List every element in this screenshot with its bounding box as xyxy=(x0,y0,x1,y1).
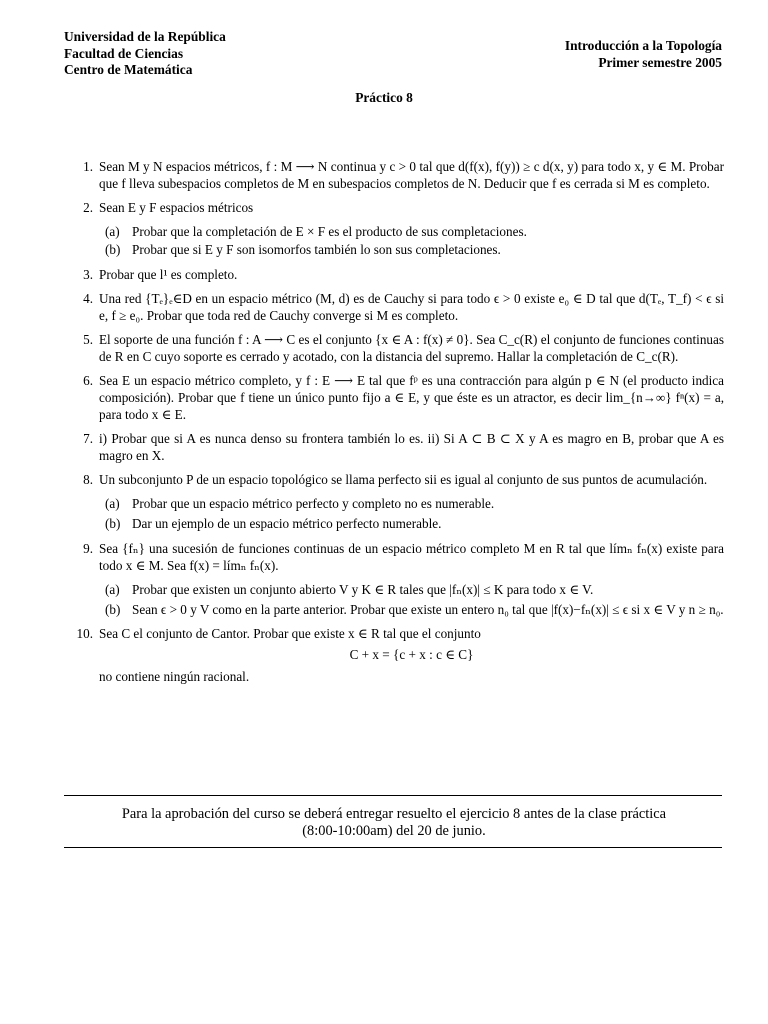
exercise-number: 2. xyxy=(83,200,93,215)
exercise-text: Un subconjunto P de un espacio topológico se llama perfecto sii es igual al conjunto de sus puntos de acumulación. xyxy=(99,472,708,487)
exercise-text: El soporte de una función f : A ⟶ C es el conjunto {x ∈ A : f(x) ≠ 0}. Sea C_c(R) el conjunto de funciones continuas de R en C cuyo soporte es cerrado y acotado, con la distancia del supremo. Hallar la completación de C_c(R). xyxy=(99,332,724,364)
subitem-text: Probar que un espacio métrico perfecto y completo no es numerable. xyxy=(132,496,495,511)
exercise-10 xyxy=(64,625,724,685)
subitem-list xyxy=(99,495,724,532)
exercise-text: Sean E y F espacios métricos xyxy=(99,200,254,215)
subitem xyxy=(99,581,724,598)
exercise-6 xyxy=(64,372,724,423)
course-header xyxy=(565,38,722,71)
course-name: Introducción a la Topología xyxy=(564,38,722,53)
exercise-8 xyxy=(64,471,724,532)
exercise-text: i) Probar que si A es nunca denso su frontera también lo es. ii) Si A ⊂ B ⊂ X y A es magro en B, probar que A es magro en X. xyxy=(99,431,724,463)
cantor-formula: C + x = {c + x : c ∈ C} xyxy=(349,647,474,662)
exercise-list xyxy=(64,158,724,685)
exercise-text: Sea {fₙ} una sucesión de funciones continuas de un espacio métrico completo M en R tal que límₙ fₙ(x) existe para todo x ∈ M. Sea f(x) = límₙ fₙ(x). xyxy=(99,541,724,573)
exercise-text-after: no contiene ningún racional. xyxy=(99,669,250,684)
exercise-number: 1. xyxy=(83,159,93,174)
subitem xyxy=(99,223,724,240)
subitem-label: (a) xyxy=(105,582,120,597)
university-name: Universidad de la República xyxy=(64,29,226,44)
subitem-list xyxy=(99,223,724,258)
exercise-number: 4. xyxy=(83,291,93,306)
subitem-label: (a) xyxy=(105,224,120,239)
exercise-7 xyxy=(64,430,724,464)
subitem-label: (b) xyxy=(105,516,121,531)
semester: Primer semestre 2005 xyxy=(598,54,722,70)
institution-header xyxy=(64,29,226,79)
subitem-text: Probar que la completación de E × F es el producto de sus completaciones. xyxy=(132,224,527,239)
subitem-text: Dar un ejemplo de un espacio métrico perfecto numerable. xyxy=(132,516,442,531)
exercise-number: 7. xyxy=(83,431,93,446)
subitem xyxy=(99,515,724,532)
exercise-4 xyxy=(64,290,724,324)
subitem-text: Sean ϵ > 0 y V como en la parte anterior. Probar que existe un entero n₀ tal que |f(x)−fₙ(x)| ≤ ϵ si x ∈ V y n ≥ n₀. xyxy=(132,602,724,617)
exercise-number: 10. xyxy=(76,626,93,641)
subitem xyxy=(99,241,724,258)
faculty-name: Facultad de Ciencias xyxy=(64,45,184,61)
exercise-3 xyxy=(64,266,724,283)
subitem xyxy=(99,601,724,618)
exercise-number: 5. xyxy=(83,332,93,347)
exercise-2 xyxy=(64,199,724,258)
exercise-9 xyxy=(64,540,724,618)
subitem-list xyxy=(99,581,724,618)
course-note: Para la aprobación del curso se deberá entregar resuelto el ejercicio 8 antes de la clase práctica (8:00-10:00am) del 20 de junio. xyxy=(121,806,667,839)
subitem xyxy=(99,495,724,512)
top-divider xyxy=(64,795,722,796)
subitem-label: (a) xyxy=(105,496,120,511)
exercise-text: Sea C el conjunto de Cantor. Probar que existe x ∈ R tal que el conjunto xyxy=(99,626,481,641)
exercise-number: 9. xyxy=(83,541,93,556)
subitem-text: Probar que si E y F son isomorfos también lo son sus completaciones. xyxy=(132,242,501,257)
exercise-number: 3. xyxy=(83,267,93,282)
subitem-label: (b) xyxy=(105,602,121,617)
bottom-divider xyxy=(64,847,722,848)
subitem-label: (b) xyxy=(105,242,121,257)
exercise-number: 6. xyxy=(83,373,93,388)
page-title: Práctico 8 xyxy=(355,90,413,105)
exercise-text: Una red {Tₑ}ₑ∈D en un espacio métrico (M, d) es de Cauchy si para todo ϵ > 0 existe e₀ ∈ D tal que d(Tₑ, T_f) < ϵ si e, f ≥ e₀. Probar que toda red de Cauchy converge si M es completo. xyxy=(99,291,724,323)
subitem-text: Probar que existen un conjunto abierto V y K ∈ R tales que |fₙ(x)| ≤ K para todo x ∈ V. xyxy=(132,582,594,597)
center-name: Centro de Matemática xyxy=(64,62,193,77)
exercise-number: 8. xyxy=(83,472,93,487)
exercise-text: Sea E un espacio métrico completo, y f : E ⟶ E tal que fᵖ es una contracción para algún p ∈ N (el producto indica composición). Probar que f tiene un único punto fijo a ∈ E, y que éste es un atractor, es decir lim_{n→∞} fⁿ(x) = a, para todo x ∈ E. xyxy=(99,373,724,422)
exercise-1 xyxy=(64,158,724,192)
exercise-5 xyxy=(64,331,724,365)
exercise-text: Probar que l¹ es completo. xyxy=(99,267,238,282)
exercise-text: Sean M y N espacios métricos, f : M ⟶ N continua y c > 0 tal que d(f(x), f(y)) ≥ c d(x, y) para todo x, y ∈ M. Probar que f lleva subespacios completos de M en subespacios completos de N. Deducir que f es cerrada si M es completo. xyxy=(99,159,724,191)
